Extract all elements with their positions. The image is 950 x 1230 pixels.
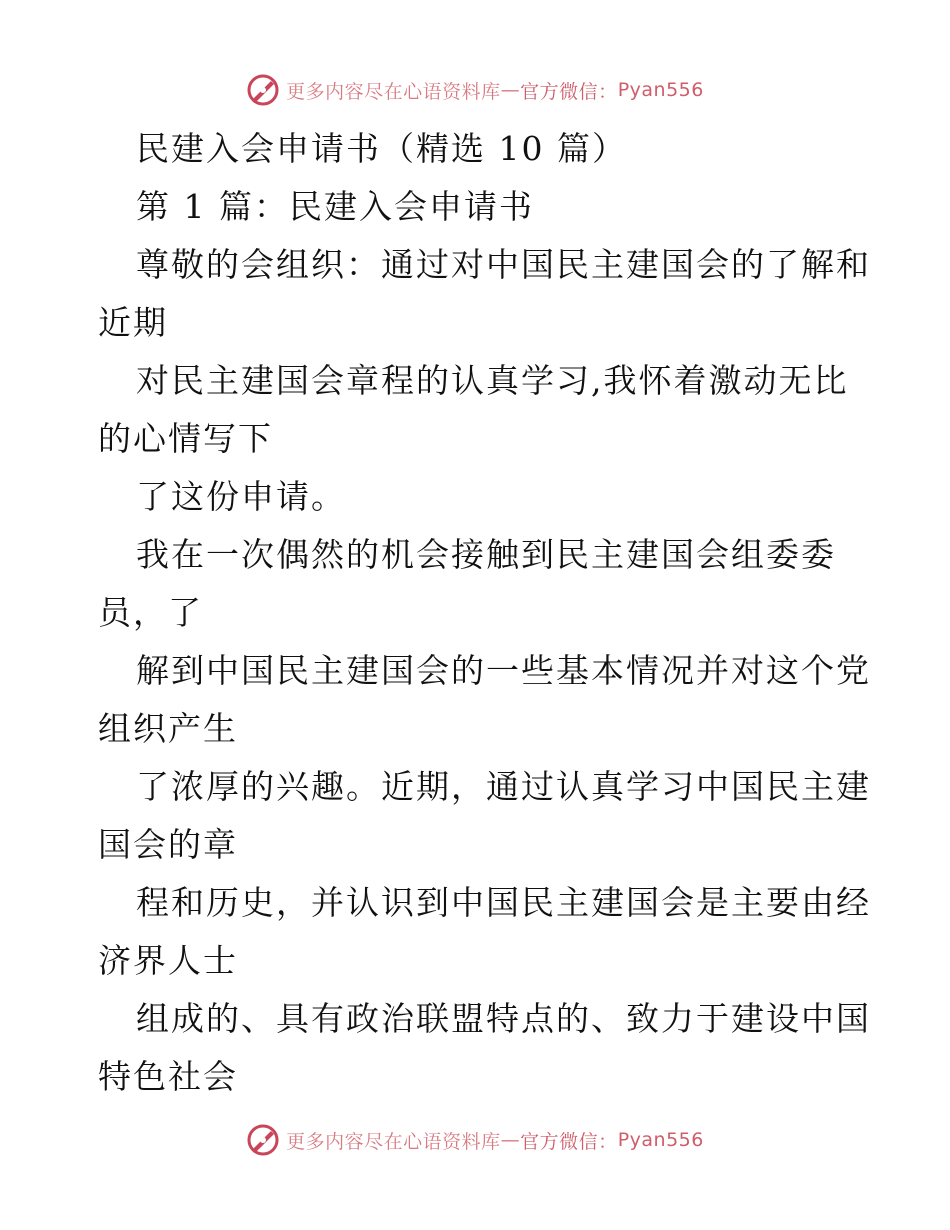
text-line: 近期 xyxy=(98,303,168,342)
text-line: 了浓厚的兴趣。近期，通过认真学习中国民主建 xyxy=(136,767,871,806)
banner-wechat-account: Pyan556 xyxy=(617,79,704,101)
logo-pen-icon xyxy=(246,1123,280,1157)
banner-wechat-label: 官方微信： xyxy=(520,1130,618,1153)
footer-watermark xyxy=(0,1120,950,1160)
logo-pen-icon xyxy=(246,73,280,107)
section-heading: 第 1 篇：民建入会申请书 xyxy=(136,187,534,226)
text-line: 济界人士 xyxy=(98,941,238,980)
banner-dash: — xyxy=(500,1129,521,1151)
text-line: 我在一次偶然的机会接触到民主建国会组委委 xyxy=(136,535,836,574)
banner-dash: — xyxy=(500,79,521,101)
banner-text: 更多内容尽在心语资料库 xyxy=(286,80,501,103)
text-line: 了这份申请。 xyxy=(136,477,346,516)
banner-text: 更多内容尽在心语资料库 xyxy=(286,1130,501,1153)
document-body xyxy=(98,120,871,1106)
text-line: 程和历史，并认识到中国民主建国会是主要由经 xyxy=(136,883,871,922)
text-line: 组织产生 xyxy=(98,709,238,748)
text-line: 特色社会 xyxy=(98,1057,238,1096)
text-line: 对民主建国会章程的认真学习,我怀着激动无比 xyxy=(136,361,849,400)
banner-wechat-label: 官方微信： xyxy=(520,80,618,103)
banner-wechat-account: Pyan556 xyxy=(617,1129,704,1151)
text-line: 组成的、具有政治联盟特点的、致力于建设中国 xyxy=(136,999,871,1038)
text-line: 国会的章 xyxy=(98,825,238,864)
text-line: 尊敬的会组织：通过对中国民主建国会的了解和 xyxy=(136,245,871,284)
text-line: 的心情写下 xyxy=(98,419,273,458)
document-title: 民建入会申请书（精选 10 篇） xyxy=(136,129,627,168)
text-line: 员，了 xyxy=(98,593,203,632)
text-line: 解到中国民主建国会的一些基本情况并对这个党 xyxy=(136,651,871,690)
header-watermark xyxy=(0,70,950,110)
